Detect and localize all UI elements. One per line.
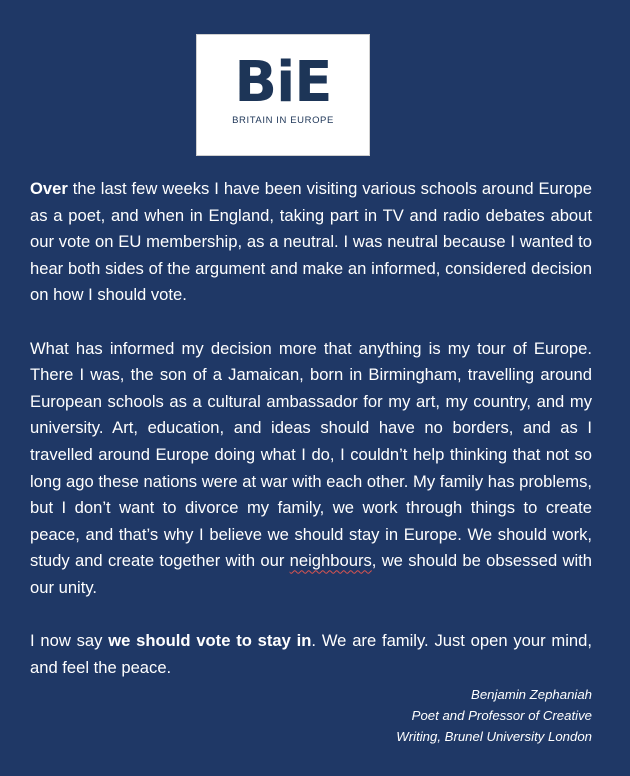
paragraph-1-lead: Over [30,179,68,198]
paragraph-3-text-b: . We are family. Just open your mind, and feel the peace. [30,631,593,677]
signature-name: Benjamin Zephaniah [471,687,592,702]
letter-body [30,176,592,687]
bie-logo-subtitle: BRITAIN IN EUROPE [232,115,334,126]
signature-title-1: Poet and Professor of Creative [411,708,592,723]
spellcheck-flagged-word: neighbours [289,551,372,571]
paragraph-3 [30,628,592,681]
paragraph-3-bold: we should vote to stay in [108,631,312,651]
signature-title-2: Writing, Brunel University London [396,729,592,744]
bie-logo-mark: BiE [234,50,332,115]
signature-block [332,684,592,747]
paragraph-3-text-a: I now say [30,631,109,651]
paragraph-2 [30,336,592,602]
paragraph-1 [30,176,592,309]
paragraph-2-text-a: What has informed my decision more that anything is my tour of Europe. There I was, the son of a Jamaican, born in Birmingham, travelling around European schools as a cultural ambassador for my art, my country, and my university. Art, education, and ideas should have no borders, and as I travelled around Europe doing what I do, I couldn’t help thinking that not so long ago these nations were at war with each other. My family has problems, but I don’t want to divorce my family, we work through things to create peace, and that’s why I believe we should stay in Europe. We should work, study and create together with our [30,338,592,571]
bie-logo [196,34,370,156]
paragraph-1-text: the last few weeks I have been visiting various schools around Europe as a poet, and when in England, taking part in TV and radio debates about our vote on EU membership, as a neutral. I was neutral because I wanted to hear both sides of the argument and make an informed, considered decision on how I should vote. [30,179,592,305]
paragraph-2-text-b: , we should be obsessed with our unity. [30,551,592,597]
